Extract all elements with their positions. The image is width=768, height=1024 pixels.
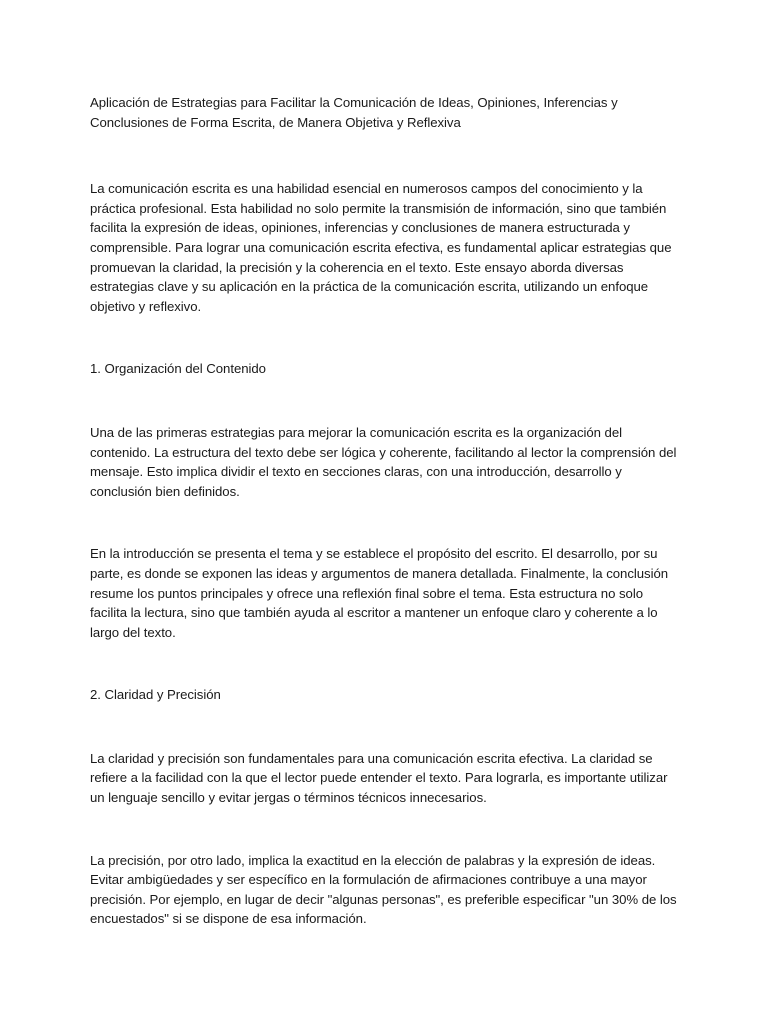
- document-title: Aplicación de Estrategias para Facilitar la Comunicación de Ideas, Opiniones, Inferencias y Conclusiones de Forma Escrita, de Manera Objetiva y Reflexiva: [90, 95, 618, 130]
- document-page: [90, 93, 680, 929]
- section-1-heading: 1. Organización del Contenido: [90, 361, 266, 377]
- section-2-paragraph-2: La precisión, por otro lado, implica la exactitud en la elección de palabras y la expresión de ideas. Evitar ambigüedades y ser específico en la formulación de afirmaciones contribuye a una mayor precisión. Por ejemplo, en lugar de decir "algunas personas", es preferible especificar "un 30% de los encuestados" si se dispone de esa información.: [90, 852, 677, 927]
- section-1-paragraph-2: En la introducción se presenta el tema y se establece el propósito del escrito. El desarrollo, por su parte, es donde se exponen las ideas y argumentos de manera detallada. Finalmente, la conclusión resume los puntos principales y ofrece una reflexión final sobre el tema. Esta estructura no solo facilita la lectura, sino que también ayuda al escritor a mantener un enfoque claro y coherente a lo largo del texto.: [90, 546, 669, 640]
- section-2-paragraph-1: La claridad y precisión son fundamentales para una comunicación escrita efectiva. La claridad se refiere a la facilidad con la que el lector puede entender el texto. Para lograrla, es importante utilizar un lenguaje sencillo y evitar jergas o términos técnicos innecesarios.: [90, 750, 668, 806]
- section-1-paragraph-1: Una de las primeras estrategias para mejorar la comunicación escrita es la organización del contenido. La estructura del texto debe ser lógica y coherente, facilitando al lector la comprensión del mensaje. Esto implica dividir el texto en secciones claras, con una introducción, desarrollo y conclusión bien definidos.: [90, 424, 677, 499]
- section-2-heading: 2. Claridad y Precisión: [90, 687, 221, 703]
- intro-paragraph: La comunicación escrita es una habilidad esencial en numerosos campos del conocimiento y la práctica profesional. Esta habilidad no solo permite la transmisión de información, sino que también facilita la expresión de ideas, opiniones, inferencias y conclusiones de manera estructurada y comprensible. Para lograr una comunicación escrita efectiva, es fundamental aplicar estrategias que promuevan la claridad, la precisión y la coherencia en el texto. Este ensayo aborda diversas estrategias clave y su aplicación en la práctica de la comunicación escrita, utilizando un enfoque objetivo y reflexivo.: [90, 181, 672, 314]
